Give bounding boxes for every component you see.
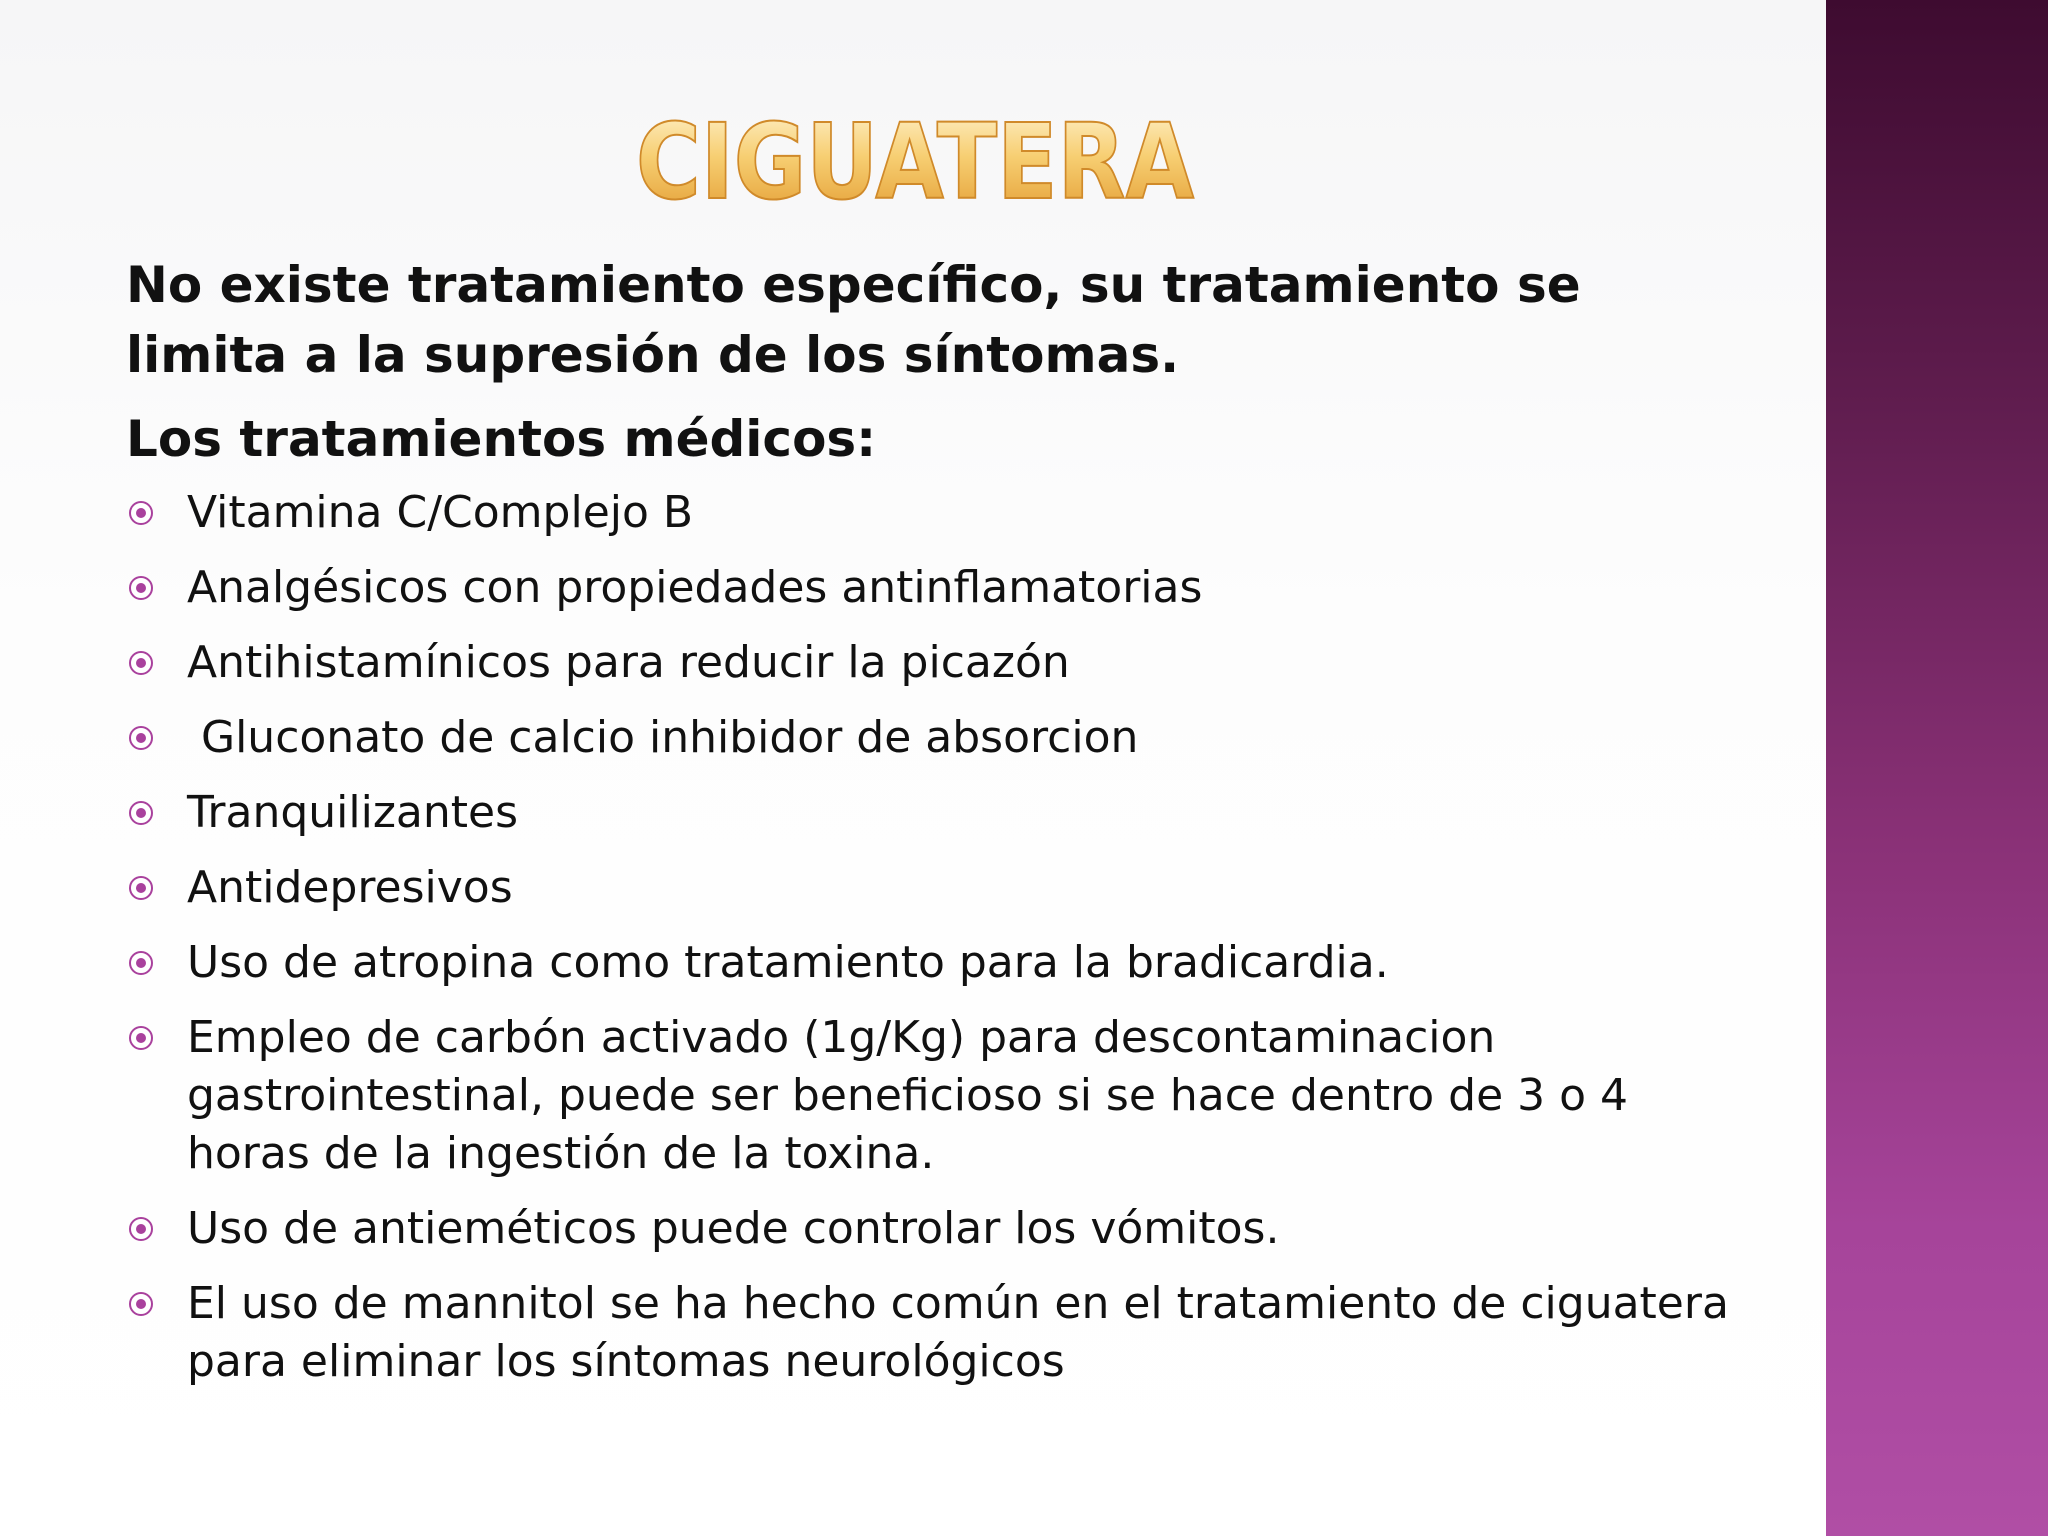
list-item-text: Uso de atropina como tratamiento para la bradicardia. [187, 937, 1389, 988]
list-item-text: El uso de mannitol se ha hecho común en el tratamiento de ciguatera para eliminar los síntomas neurológicos [187, 1278, 1729, 1387]
list-item-text: Empleo de carbón activado (1g/Kg) para descontaminacion gastrointestinal, puede ser beneficioso si se hace dentro de 3 o 4 horas de la ingestión de la toxina. [187, 1012, 1629, 1179]
circle-bullet-icon [129, 1292, 153, 1316]
intro-text: No existe tratamiento específico, su tratamiento se limita a la supresión de los síntomas. [126, 256, 1581, 384]
circle-bullet-icon [129, 651, 153, 675]
side-decorative-panel [1826, 0, 2048, 1536]
list-item [126, 634, 1746, 692]
list-item-text: Antidepresivos [187, 862, 513, 913]
list-item [126, 709, 1746, 767]
list-item [126, 784, 1746, 842]
list-item [126, 559, 1746, 617]
circle-bullet-icon [129, 1217, 153, 1241]
list-item [126, 484, 1746, 542]
list-item [126, 1009, 1746, 1183]
circle-bullet-icon [129, 876, 153, 900]
circle-bullet-icon [129, 576, 153, 600]
circle-bullet-icon [129, 1026, 153, 1050]
circle-bullet-icon [129, 726, 153, 750]
treatment-list [126, 484, 1746, 1391]
circle-bullet-icon [129, 501, 153, 525]
list-item [126, 1275, 1746, 1391]
list-item [126, 934, 1746, 992]
list-item [126, 1200, 1746, 1258]
list-item [126, 859, 1746, 917]
slide-title-text: CIGUATERA [636, 101, 1194, 223]
treatments-heading: Los tratamientos médicos: [126, 410, 877, 468]
list-item-text: Tranquilizantes [187, 787, 519, 838]
list-item-text: Gluconato de calcio inhibidor de absorcion [187, 712, 1139, 763]
list-item-text: Vitamina C/Complejo B [187, 487, 694, 538]
slide-title [620, 100, 1210, 223]
slide-content [126, 250, 1746, 1408]
list-item-text: Antihistamínicos para reducir la picazón [187, 637, 1070, 688]
list-item-text: Analgésicos con propiedades antinflamatorias [187, 562, 1203, 613]
list-item-text: Uso de antieméticos puede controlar los vómitos. [187, 1203, 1280, 1254]
circle-bullet-icon [129, 951, 153, 975]
circle-bullet-icon [129, 801, 153, 825]
